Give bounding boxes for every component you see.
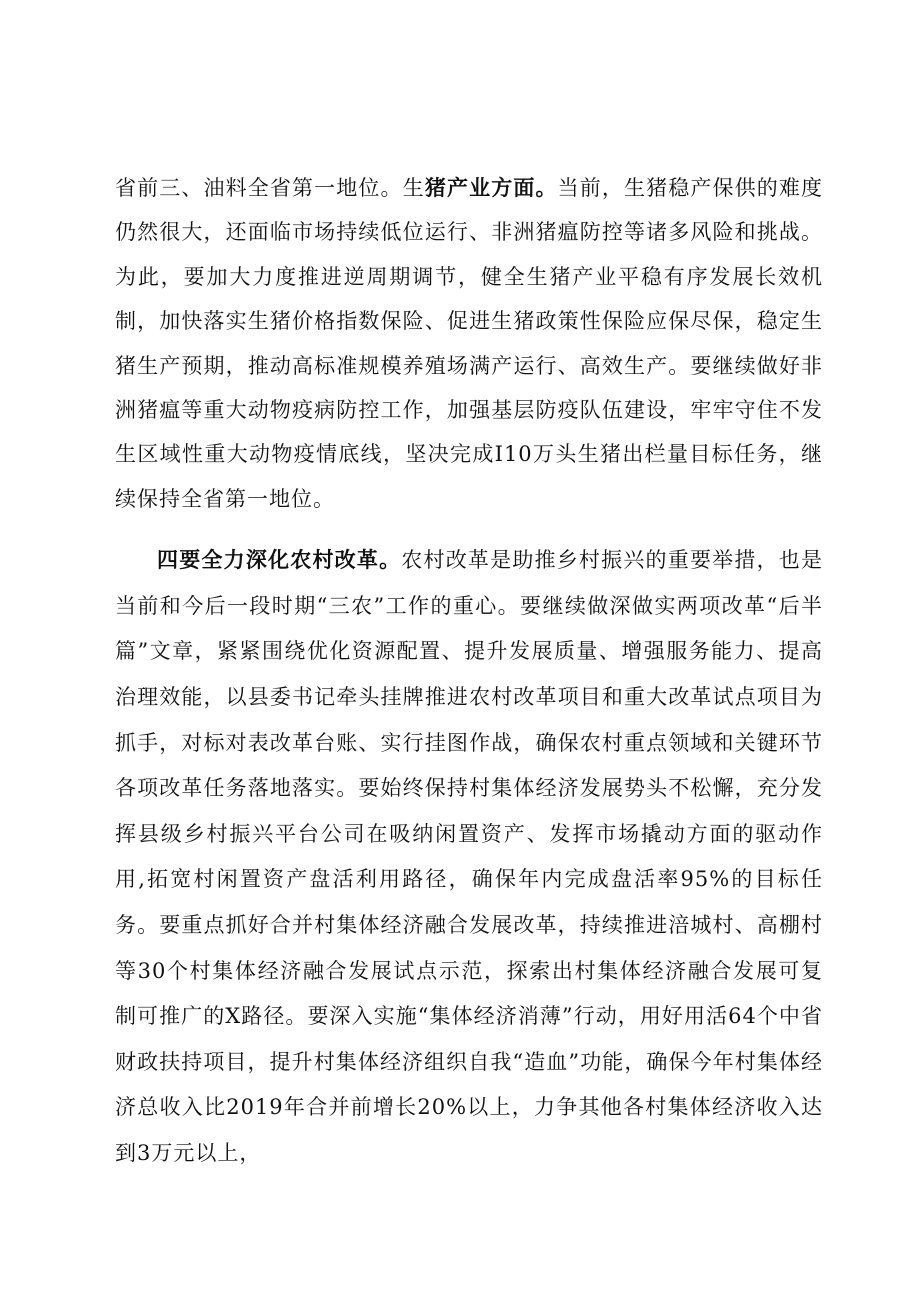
paragraph-pig-industry bbox=[115, 166, 823, 521]
paragraph-text: 当前，生猪稳产保供的难度仍然很大，还面临市场持续低位运行、非洲猪瘟防控等诸多风险和挑战。为此，要加大力度推进逆周期调节，健全生猪产业平稳有序发展长效机制，加快落实生猪价格指数保险、促进生猪政策性保险应保尽保，稳定生猪生产预期，推动高标准规模养殖场满产运行、高效生产。要继续做好非洲猪瘟等重大动物疫病防控工作，加强基层防疫队伍建设，牢牢守住不发生区域性重大动物疫情底线，坚决完成I10万头生猪出栏量目标任务，继续保持全省第一地位。 bbox=[115, 176, 824, 511]
paragraph-text: 农村改革是助推乡村振兴的重要举措，也是当前和今后一段时期“三农”工作的重心。要继续做深做实两项改革“后半篇”文章，紧紧围绕优化资源配置、提升发展质量、增强服务能力、提高治理效能，以县委书记牵头挂牌推进农村改革项目和重大改革试点项目为抓手，对标对表改革台账、实行挂图作战，确保农村重点领域和关键环节各项改革任务落地落实。要始终保持村集体经济发展势头不松懈，充分发挥县级乡村振兴平台公司在吸纳闲置资产、发挥市场撬动方面的驱动作用,拓宽村闲置资产盘活利用路径，确保年内完成盘活率95%的目标任务。要重点抓好合并村集体经济融合发展改革，持续推进涪城村、高棚村等30个村集体经济融合发展试点示范，探索出村集体经济融合发展可复制可推广的X路径。要深入实施“集体经济消薄”行动，用好用活64个中省财政扶持项目，提升村集体经济组织自我“造血”功能，确保今年村集体经济总收入比2019年合并前增长20%以上，力争其他各村集体经济收入达到3万元以上， bbox=[115, 548, 824, 1165]
paragraph-rural-reform bbox=[115, 537, 823, 1176]
section-heading-rural-reform: 四要全力深化农村改革。 bbox=[157, 547, 402, 573]
section-heading-pig-industry: 猪产业方面。 bbox=[424, 175, 558, 200]
paragraph-text: 省前三、油料全省第一地位。生 bbox=[115, 176, 425, 200]
document-body bbox=[115, 166, 823, 1177]
